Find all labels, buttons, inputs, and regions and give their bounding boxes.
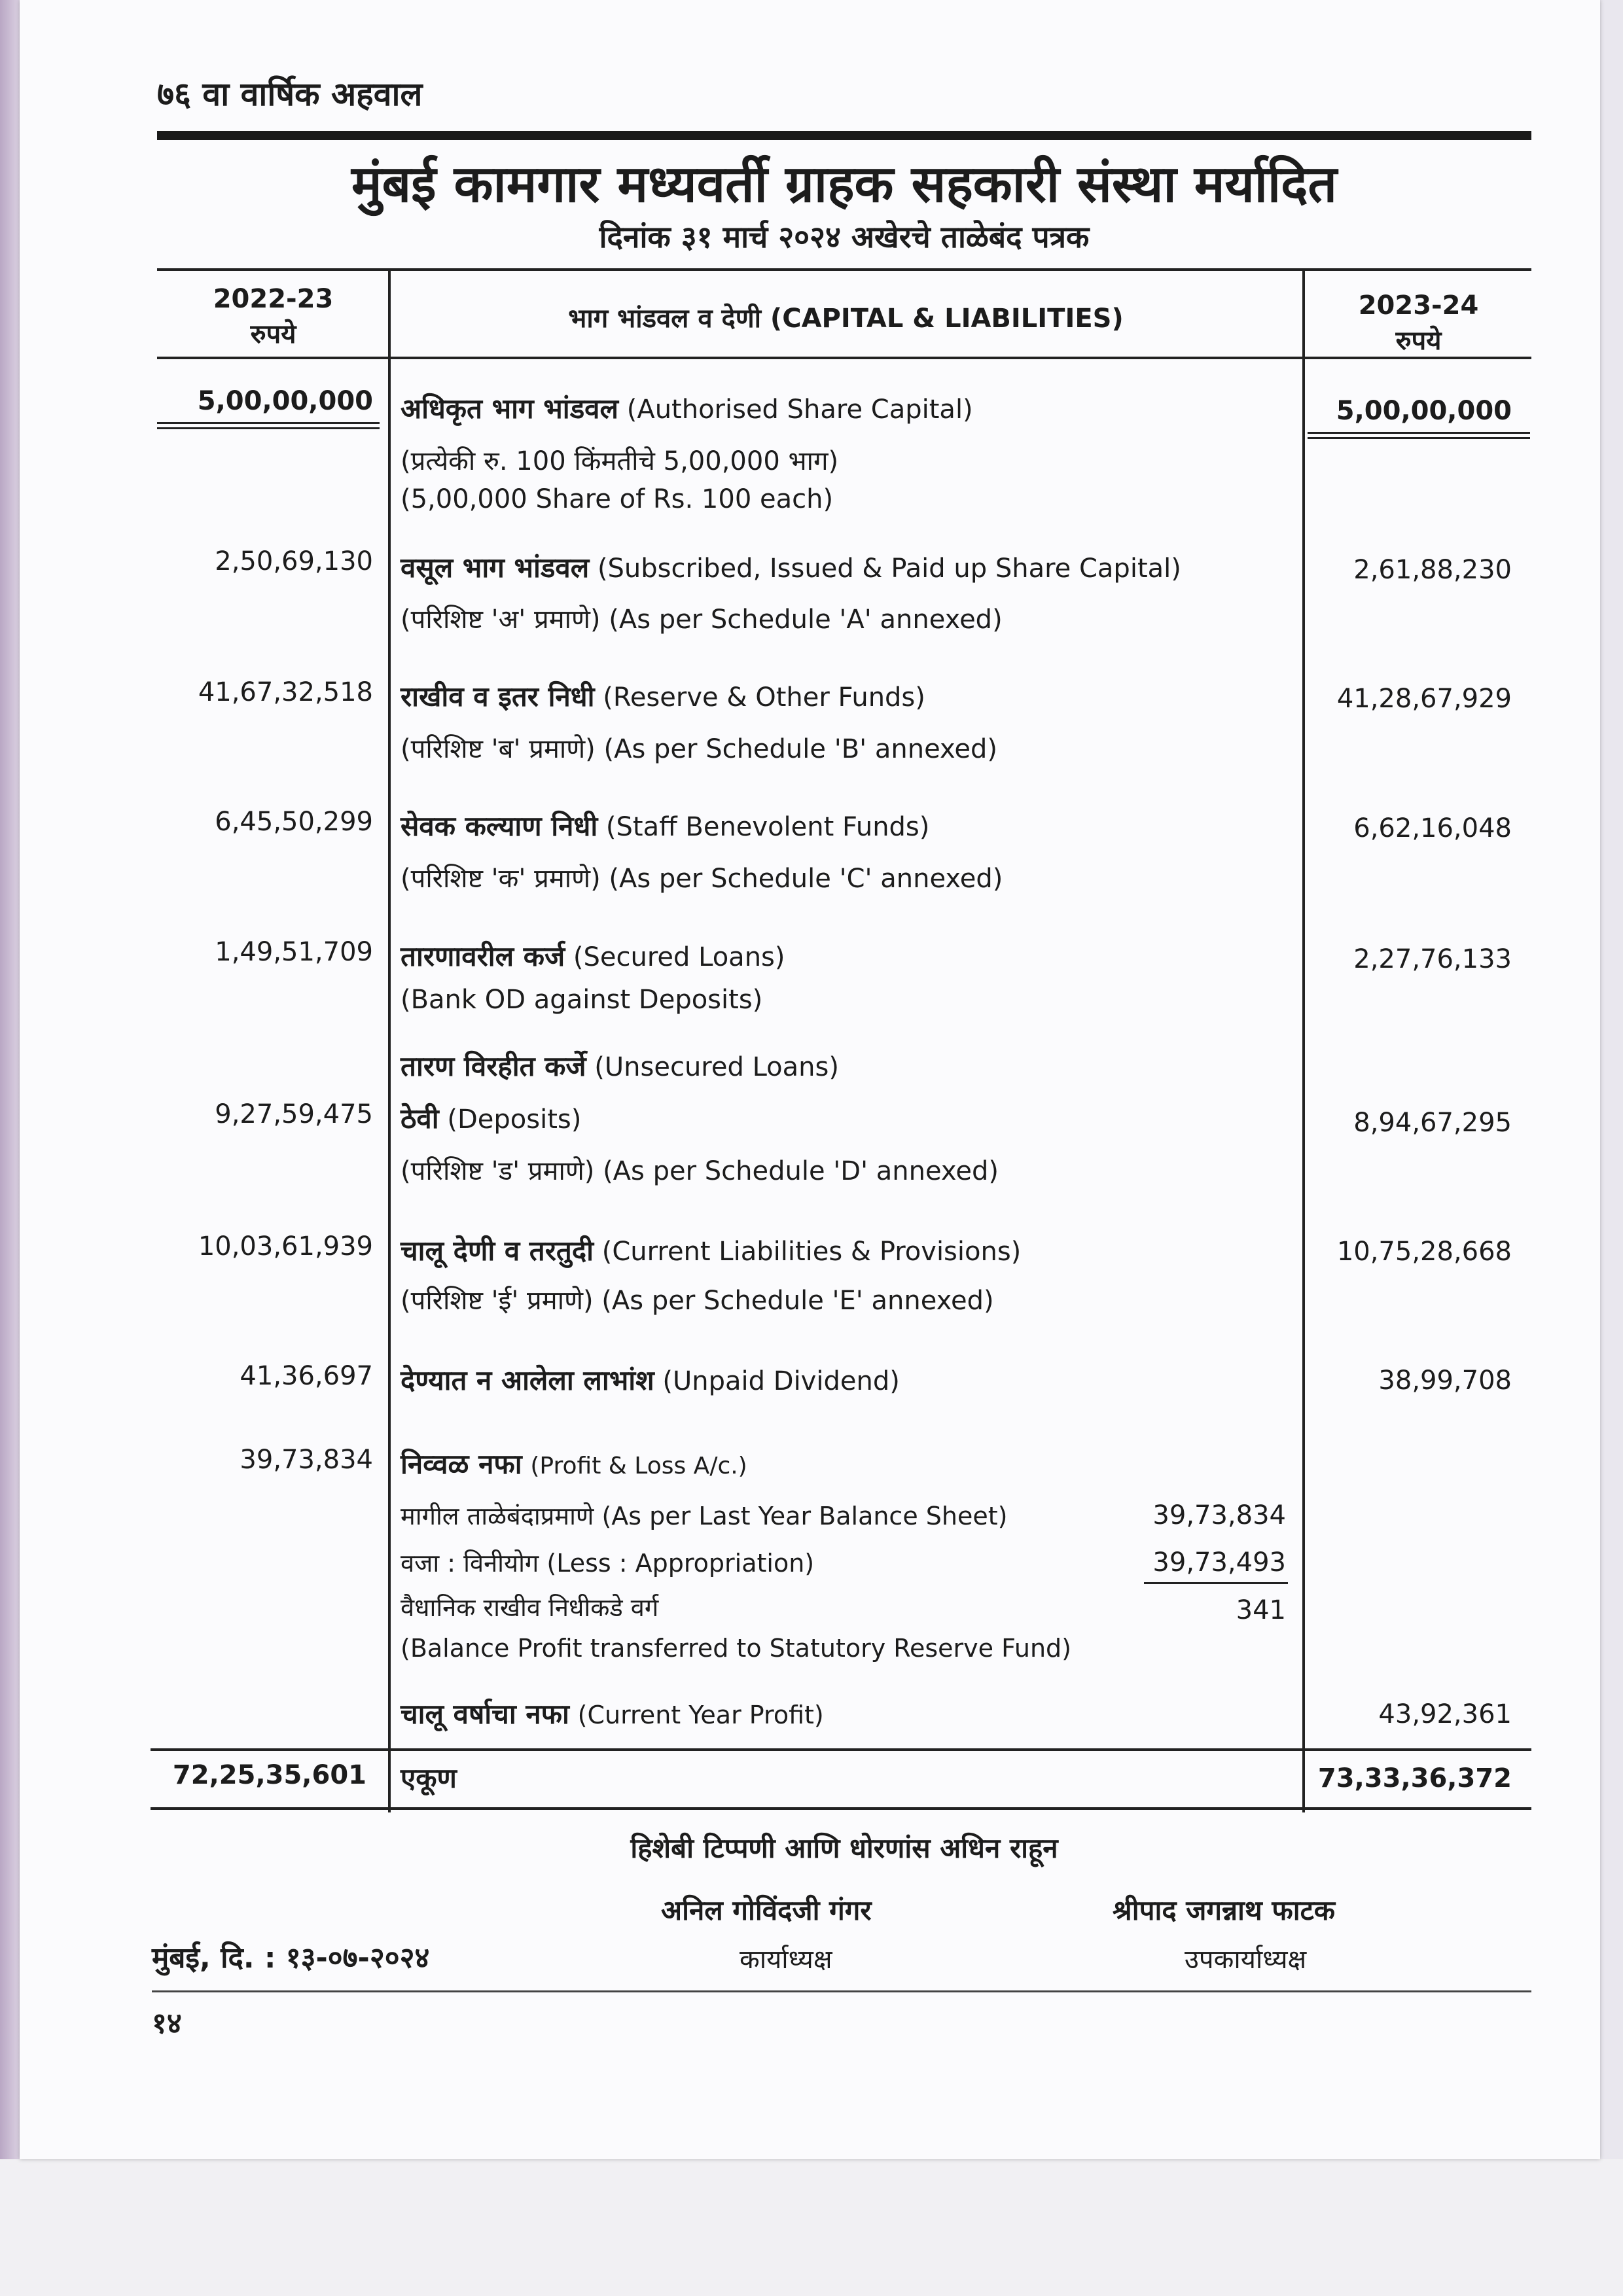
total-mr: एकूण (401, 1762, 457, 1794)
currprofit-en: (Current Year Profit) (577, 1701, 824, 1729)
authorised-prev-underline-2 (157, 427, 380, 429)
paidup-en: (Subscribed, Issued & Paid up Share Capital) (597, 554, 1181, 584)
total-label (401, 1759, 457, 1796)
unpaid-en: (Unpaid Dividend) (662, 1366, 900, 1396)
reserve-curr: 41,28,67,929 (1336, 684, 1512, 714)
paidup-curr: 2,61,88,230 (1353, 555, 1512, 585)
authorised-curr-underline (1308, 432, 1530, 434)
reserve-prev: 41,67,32,518 (198, 677, 373, 707)
unsecured-en: (Unsecured Loans) (594, 1052, 839, 1082)
profit-subtotal-rule (1144, 1582, 1288, 1584)
header-prev-year (160, 281, 386, 352)
currliab-en: (Current Liabilities & Provisions) (601, 1237, 1022, 1267)
profit-balance-label: (Balance Profit transferred to Statutory Reserve Fund) (401, 1634, 1071, 1663)
signatory-2-name: श्रीपाद जगन्नाथ फाटक (1113, 1894, 1336, 1926)
signatory-1-name: अनिल गोविंदजी गंगर (661, 1894, 872, 1926)
currliab-label (401, 1231, 1021, 1269)
unpaid-mr: देण्यात न आलेला लाभांश (401, 1364, 654, 1396)
deposits-label (401, 1099, 581, 1137)
unpaid-label (401, 1361, 900, 1398)
unpaid-prev: 41,36,697 (240, 1361, 373, 1391)
currliab-prev: 10,03,61,939 (198, 1231, 373, 1262)
currliab-curr: 10,75,28,668 (1336, 1237, 1512, 1267)
currprofit-label (401, 1695, 824, 1732)
prev-year-label: 2022-23 (213, 284, 334, 314)
staff-line2: (परिशिष्ट 'क' प्रमाणे) (As per Schedule 'C' annexed) (401, 864, 1003, 894)
deposits-line2: (परिशिष्ट 'ड' प्रमाणे) (As per Schedule 'D' annexed) (401, 1156, 999, 1186)
currprofit-mr: चालू वर्षाचा नफा (401, 1698, 569, 1730)
profit-en: (Profit & Loss A/c.) (530, 1453, 747, 1479)
secured-label (401, 937, 785, 974)
header-curr-year (1306, 288, 1531, 359)
secured-en: (Secured Loans) (573, 942, 785, 972)
reserve-en: (Reserve & Other Funds) (603, 682, 925, 713)
currliab-line2: (परिशिष्ट 'ई' प्रमाणे) (As per Schedule 'E' annexed) (401, 1286, 994, 1316)
authorised-en: (Authorised Share Capital) (626, 395, 973, 425)
report-label: ७६ वा वार्षिक अहवाल (157, 75, 423, 113)
paidup-mr: वसूल भाग भांडवल (401, 552, 590, 584)
reserve-line2: (परिशिष्ट 'ब' प्रमाणे) (As per Schedule 'B' annexed) (401, 734, 998, 764)
secured-curr: 2,27,76,133 (1353, 944, 1512, 974)
unsecured-label (401, 1047, 839, 1084)
authorised-line3: (5,00,000 Share of Rs. 100 each) (401, 484, 834, 514)
secured-prev: 1,49,51,709 (215, 937, 373, 967)
signatory-2-title: उपकार्याध्यक्ष (1185, 1945, 1307, 1975)
deposits-en: (Deposits) (447, 1104, 582, 1135)
total-bottom-rule (151, 1807, 1531, 1810)
deposits-prev: 9,27,59,475 (215, 1099, 373, 1129)
prev-year-unit: रुपये (250, 319, 296, 349)
footer-note: हिशेबी टिप्पणी आणि धोरणांस अधिन राहून (630, 1832, 1058, 1864)
profit-prev: 39,73,834 (240, 1445, 373, 1475)
page-number: १४ (152, 2007, 182, 2040)
curr-year-unit: रुपये (1395, 326, 1442, 356)
currprofit-curr: 43,92,361 (1378, 1699, 1512, 1729)
staff-en: (Staff Benevolent Funds) (605, 812, 930, 842)
signatory-1-title: कार्याध्यक्ष (740, 1945, 832, 1975)
paidup-label (401, 548, 1181, 586)
authorised-mr: अधिकृत भाग भांडवल (401, 393, 618, 425)
page-title: मुंबई कामगार मध्यवर्ती ग्राहक सहकारी संस्था मर्यादित (351, 155, 1337, 214)
header-rule (157, 131, 1531, 140)
paidup-prev: 2,50,69,130 (215, 546, 373, 576)
page-subtitle: दिनांक ३१ मार्च २०२४ अखेरचे ताळेबंद पत्रक (599, 219, 1090, 255)
staff-mr: सेवक कल्याण निधी (401, 810, 598, 842)
total-top-rule (151, 1748, 1531, 1751)
profit-statutory-value: 341 (1236, 1595, 1286, 1625)
authorised-line2: (प्रत्येकी रु. 100 किंमतीचे 5,00,000 भाग) (401, 446, 839, 476)
page-edge (0, 0, 20, 2159)
authorised-curr: 5,00,00,000 (1336, 396, 1512, 426)
column-divider-left (388, 268, 391, 1812)
total-prev: 72,25,35,601 (172, 1760, 366, 1790)
profit-less-value: 39,73,493 (1152, 1547, 1286, 1578)
unpaid-curr: 38,99,708 (1378, 1366, 1512, 1396)
total-curr: 73,33,36,372 (1317, 1763, 1512, 1793)
authorised-prev-underline (157, 422, 380, 424)
profit-lastyear-label: मागील ताळेबंदाप्रमाणे (As per Last Year Balance Sheet) (401, 1502, 1008, 1530)
authorised-label (401, 389, 973, 427)
paidup-line2: (परिशिष्ट 'अ' प्रमाणे) (As per Schedule 'A' annexed) (401, 605, 1003, 635)
authorised-prev: 5,00,00,000 (197, 386, 373, 416)
profit-label (401, 1445, 747, 1482)
currliab-mr: चालू देणी व तरतुदी (401, 1235, 594, 1267)
profit-lastyear-value: 39,73,834 (1152, 1500, 1286, 1530)
table-top-rule (157, 268, 1531, 271)
deposits-curr: 8,94,67,295 (1353, 1108, 1512, 1138)
authorised-curr-underline-2 (1308, 437, 1530, 439)
scan-background (0, 2159, 1623, 2296)
deposits-mr: ठेवी (401, 1103, 439, 1135)
unsecured-mr: तारण विरहीत कर्जे (401, 1050, 586, 1082)
reserve-mr: राखीव व इतर निधी (401, 680, 595, 713)
place-date: मुंबई, दि. : १३-०७-२०२४ (152, 1941, 430, 1975)
profit-less-label: वजा : विनीयोग (Less : Appropriation) (401, 1549, 815, 1578)
footer-rule (152, 1990, 1531, 1992)
staff-curr: 6,62,16,048 (1353, 813, 1512, 843)
secured-line2: (Bank OD against Deposits) (401, 985, 763, 1015)
header-description: भाग भांडवल व देणी (CAPITAL & LIABILITIES) (568, 304, 1124, 334)
staff-label (401, 807, 929, 844)
column-divider-right (1302, 268, 1305, 1812)
reserve-label (401, 677, 925, 715)
curr-year-label: 2023-24 (1358, 291, 1479, 321)
profit-statutory-label: वैधानिक राखीव निधीकडे वर्ग (401, 1593, 659, 1622)
secured-mr: तारणावरील कर्ज (401, 940, 565, 972)
profit-mr: निव्वळ नफा (401, 1448, 522, 1480)
staff-prev: 6,45,50,299 (215, 807, 373, 837)
